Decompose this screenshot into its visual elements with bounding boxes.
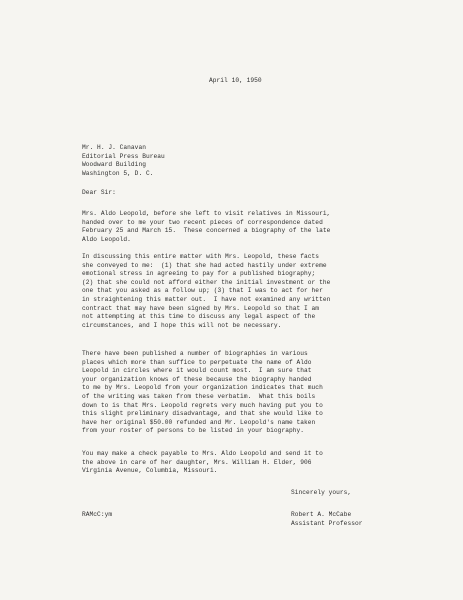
body-paragraph-4: You may make a check payable to Mrs. Aldo Leopold and send it to the above in care of her daughter, Mrs. William H. Elder, 906 Virginia Avenue, Columbia, Missouri. [82, 450, 323, 475]
body-paragraph-2: In discussing this entire matter with Mrs. Leopold, these facts she conveyed to me: (1) that she had acted hastily under extreme emotional stress in agreeing to pay for a published biography; (2) that she could not afford either the initial investment or the one that you asked as a follow up; (3) that I was to act for her in straightening this matter out. I have not examined any written contract that may have been signed by Mrs. Leopold so that I am not attempting at this time to discuss any legal aspect of the circumstances, and I hope this will not be necessary. [82, 253, 331, 329]
letter-date: April 10, 1950 [209, 77, 262, 84]
body-paragraph-1: Mrs. Aldo Leopold, before she left to visit relatives in Missouri, handed over to me your two recent pieces of correspondence dated February 25 and March 15. These concerned a biography of the late Aldo Leopold. [82, 210, 331, 243]
salutation: Dear Sir: [82, 189, 116, 196]
reference-initials: RAMcC:ym [82, 511, 113, 518]
signature-block: Robert A. McCabe Assistant Professor [291, 511, 363, 527]
complimentary-close: Sincerely yours, [291, 489, 352, 496]
recipient-address: Mr. H. J. Canavan Editorial Press Bureau Woodward Building Washington 5, D. C. [82, 144, 165, 177]
body-paragraph-3: There have been published a number of biographies in various places which more than suffice to perpetuate the name of Aldo Leopold in circles where it would count most. I am sure that your organization knows of these because the biography handed to me by Mrs. Leopold from your organization indicates that much of the writing was taken from these verbatim. What this boils down to is that Mrs. Leopold regrets very much having put you to this slight preliminary disadvantage, and that she would like to have her original $50.00 refunded and Mr. Leopold's name taken from your roster of persons to be listed in your biography. [82, 350, 323, 435]
